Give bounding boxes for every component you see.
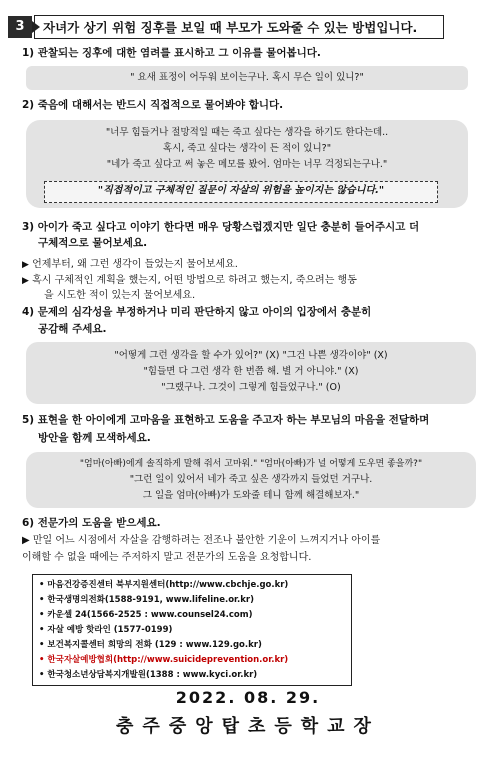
resource-text: 한국생명의전화(1588-9191, www.lifeline.or.kr) [47,595,254,605]
resource-text: 자살 예방 핫라인 (1577-0199) [47,625,173,635]
s6-heading: 6) 전문가의 도움을 받으세요. [22,517,161,529]
school-signature: 충주중앙탑초등학교장 [116,716,380,737]
resource-text: 한국자살예방협회(http://www.suicideprevention.or.kr) [47,655,289,665]
issue-date: 2022. 08. 29. [175,688,321,707]
s2-note: "직접적이고 구체적인 질문이 자살의 위험을 높이지는 않습니다." [44,181,438,203]
s5-quote-2: "그런 일이 있어서 네가 죽고 싶은 생각까지 들었던 거구나. [129,474,373,485]
section-title: 자녀가 상기 위험 징후를 보일 때 부모가 도와줄 수 있는 방법입니다. [34,15,444,39]
resource-list [32,574,352,686]
triangle-bullet-icon: ▶ [22,260,29,270]
s3-bullet-2 [22,273,357,289]
resource-item: • 카운셀 24(1566-2525 : www.counsel24.com) [39,610,253,620]
resource-text: 보건복지콜센터 희망의 전화 (129 : www.129.go.kr) [47,640,262,650]
resource-text: 마음건강증진센터 북부지원센터(http://www.cbchje.go.kr) [47,580,289,590]
s1-heading: 1) 관찰되는 징후에 대한 염려를 표시하고 그 이유를 물어봅니다. [22,47,321,59]
s3-bullet-1-text: 언제부터, 왜 그런 생각이 들었는지 물어보세요. [32,259,238,270]
s4-quote-box [26,342,476,404]
s4-quote-1: "어떻게 그런 생각을 할 수가 있어?" (X) "그건 나쁜 생각이야" (X) [114,350,388,361]
s3-bullet-1 [22,257,238,273]
s5-quote-3: 그 일을 엄마(아빠)가 도와줄 테니 함께 해결해보자." [142,490,360,501]
s3-bullet-2-text: 혹시 구체적인 계획을 했는지, 어떤 방법으로 하려고 했는지, 죽으려는 행동 [32,275,357,286]
s5-quote-box [26,452,476,508]
s5-heading-1: 5) 표현을 한 아이에게 고마움을 표현하고 도움을 주고자 하는 부모님의 마음을 전달하며 [22,414,430,426]
resource-text: 한국청소년상담복지개발원(1388 : www.kyci.or.kr) [47,670,258,680]
resource-item: • 한국생명의전화(1588-9191, www.lifeline.or.kr) [39,595,254,605]
s3-heading-2: 구체적으로 물어보세요. [38,237,148,249]
s2-heading: 2) 죽음에 대해서는 반드시 직접적으로 물어봐야 합니다. [22,99,284,111]
resource-item: • 보건복지콜센터 희망의 전화 (129 : www.129.go.kr) [39,640,262,650]
s4-heading-1: 4) 문제의 심각성을 부정하거나 미리 판단하지 않고 아이의 입장에서 충분히 [22,306,372,318]
s2-quote-3: "네가 죽고 싶다고 써 놓은 메모를 봤어. 엄마는 너무 걱정되는구나." [106,159,388,170]
resource-item: • 한국자살예방협회(http://www.suicideprevention.or.kr) [39,655,289,665]
triangle-bullet-icon: ▶ [22,276,29,286]
resource-item: • 한국청소년상담복지개발원(1388 : www.kyci.or.kr) [39,670,258,680]
s3-bullet-2-cont: 을 시도한 적이 있는지 물어보세요. [44,290,196,301]
section-number: 3 [8,16,32,38]
s5-quote-1: "엄마(아빠)에게 솔직하게 말해 줘서 고마워." "엄마(아빠)가 널 어떻게 도우면 좋을까?" [79,459,423,469]
s6-para-1: ▶ 만일 어느 시점에서 자살을 감행하려는 전조나 불안한 기운이 느껴지거나 아이를 [22,535,381,546]
resource-text: 카운셀 24(1566-2525 : www.counsel24.com) [47,610,253,620]
s1-quote-box [26,66,468,90]
resource-item: • 마음건강증진센터 북부지원센터(http://www.cbchje.go.kr) [39,580,289,590]
s2-quote-2: 혹시, 죽고 싶다는 생각이 든 적이 있니?" [162,143,332,154]
s4-quote-3: "그랬구나. 그것이 그렇게 힘들었구나." (O) [161,382,341,393]
s4-quote-2: "힘들면 다 그런 생각 한 번쯤 해. 별 거 아니야." (X) [143,366,359,377]
s6-para-2: 이해할 수 없을 때에는 주저하지 말고 전문가의 도움을 요청합니다. [22,552,312,563]
s2-quote-1: "너무 힘들거나 절망적일 때는 죽고 싶다는 생각을 하기도 한다는데.. [105,127,389,138]
s1-quote: " 요새 표정이 어두워 보이는구나. 혹시 무슨 일이 있니?" [130,72,364,83]
resource-item: • 자살 예방 핫라인 (1577-0199) [39,625,173,635]
s3-heading-1: 3) 아이가 죽고 싶다고 이야기 한다면 매우 당황스럽겠지만 일단 충분히 들어주시고 더 [22,221,420,233]
s4-heading-2: 공감해 주세요. [38,323,107,335]
s5-heading-2: 방안을 함께 모색하세요. [38,432,151,444]
